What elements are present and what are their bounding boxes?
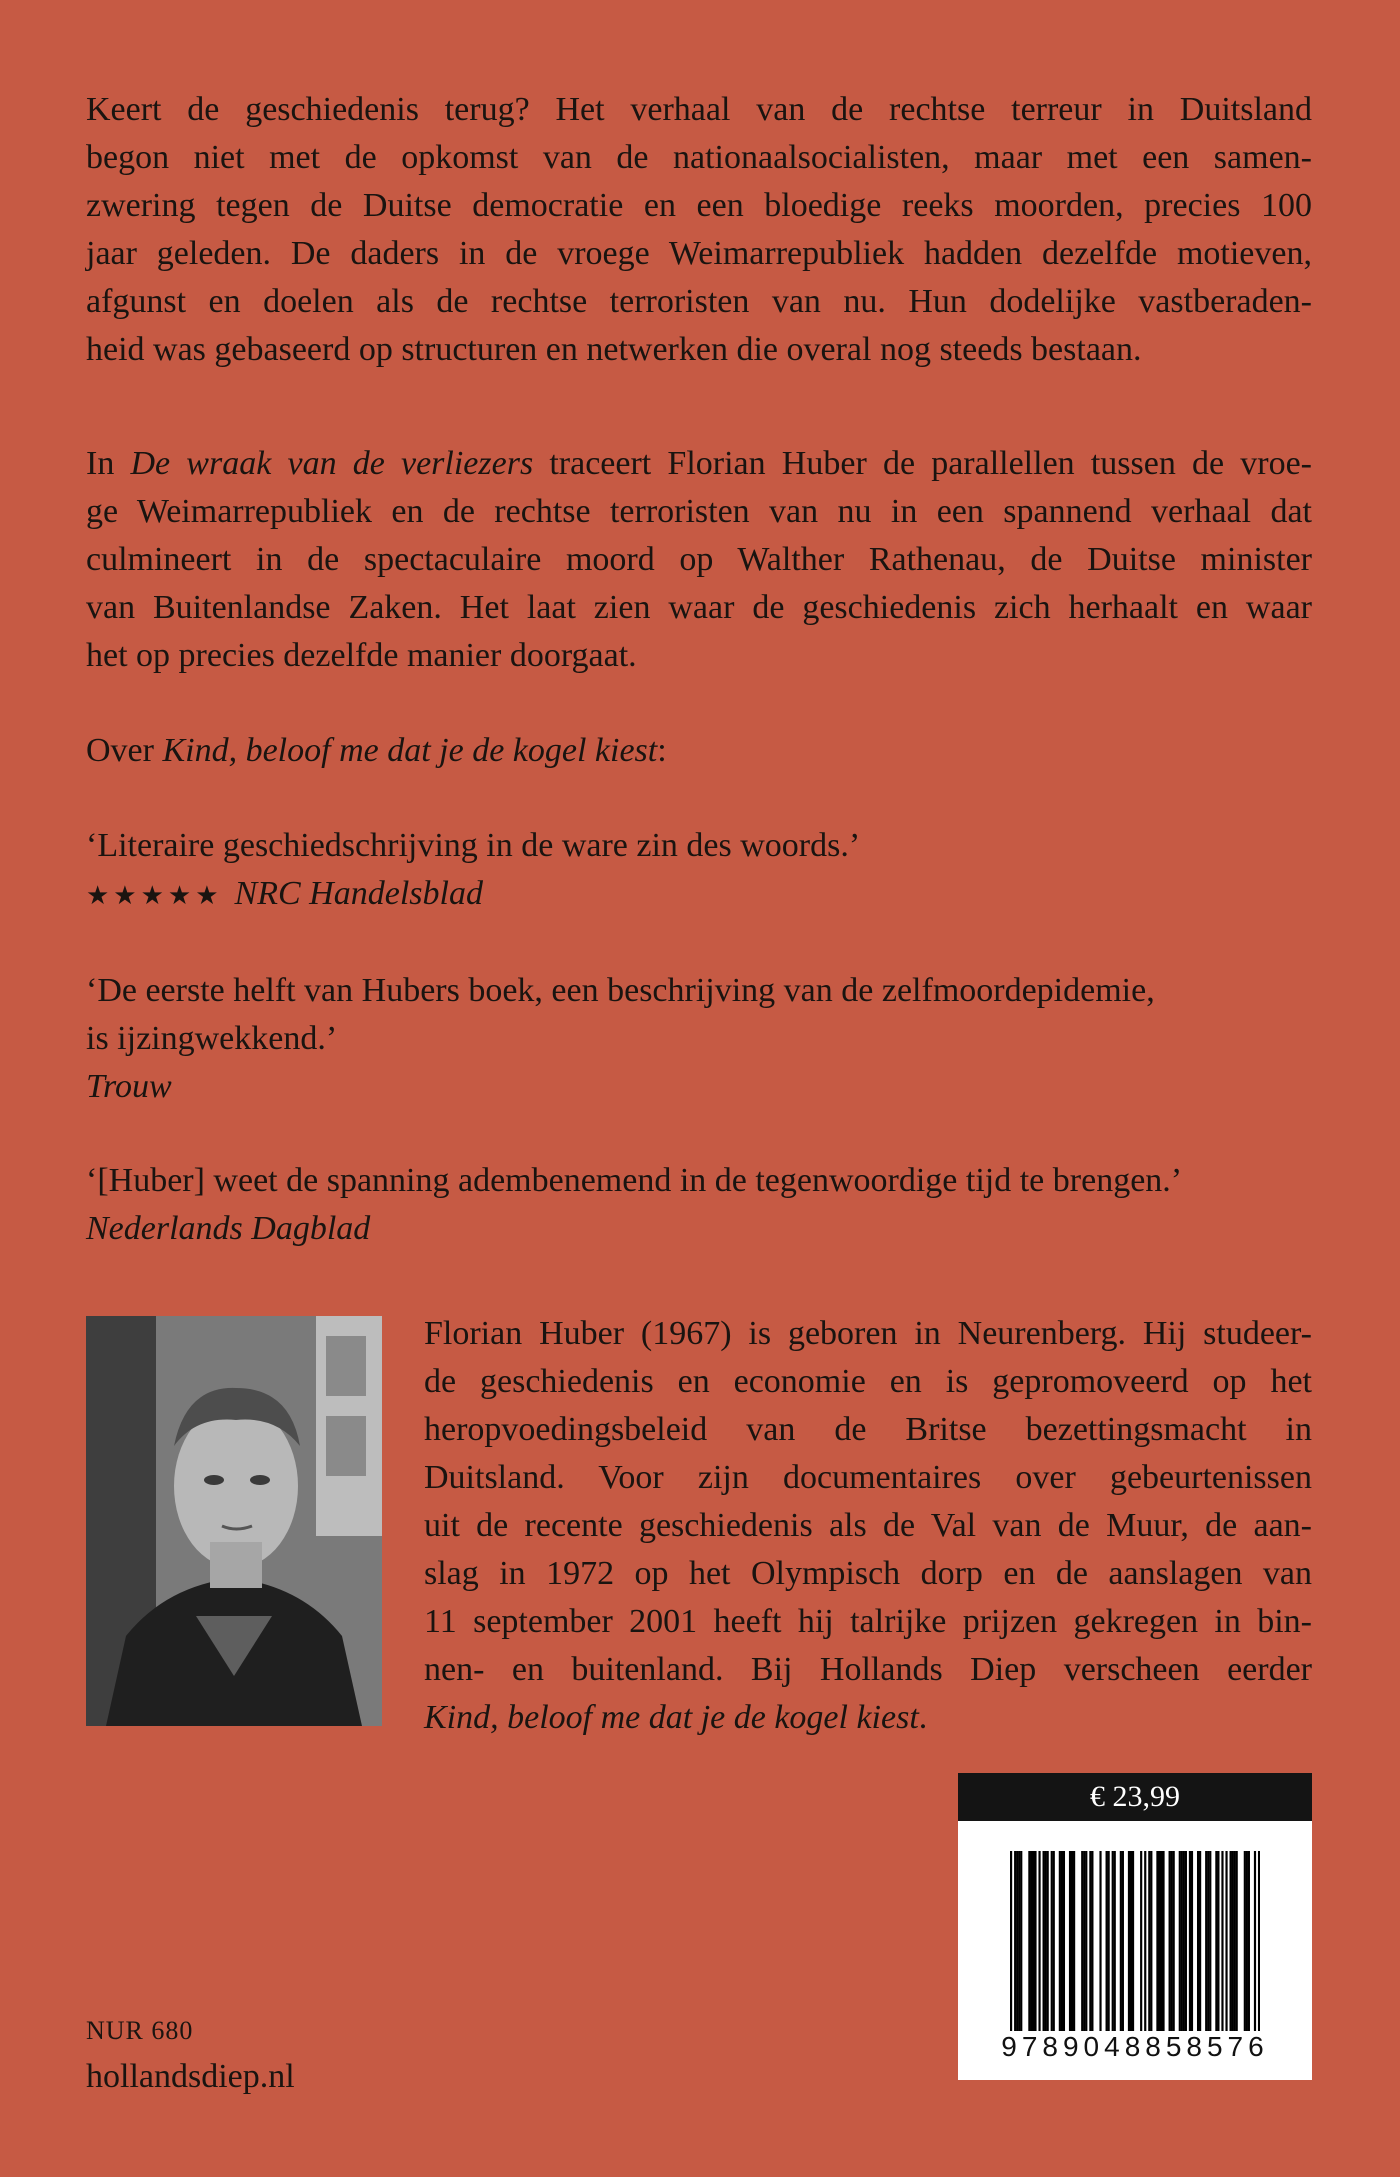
bio-line: uit de recente geschiedenis als de Val van de Muur, de aan-: [424, 1507, 1312, 1544]
barcode-bar: [1010, 1851, 1012, 2031]
barcode-bar: [1051, 1851, 1053, 2031]
nur-code: NUR 680: [86, 2016, 194, 2045]
bio-line: [424, 1694, 1312, 1742]
barcode-bar: [1150, 1851, 1152, 2031]
barcode-bar: [1085, 1851, 1087, 2031]
review-source: NRC Handelsblad: [234, 875, 483, 912]
intro-line: jaar geleden. De daders in de vroege Weimarrepubliek hadden dezelfde motieven,: [86, 235, 1312, 272]
barcode-bar: [1114, 1851, 1116, 2031]
barcode-bar: [1106, 1851, 1108, 2031]
summary-line: [86, 440, 1312, 488]
barcode-bar: [1081, 1851, 1083, 2031]
barcode-bar: [1059, 1851, 1061, 2031]
barcode-bar: [1043, 1851, 1045, 2031]
barcode-bar: [1171, 1851, 1173, 2031]
review-quote: ‘Literaire geschiedschrijving in de ware zin des woords.’: [86, 827, 861, 864]
author-portrait: [86, 1316, 382, 1726]
barcode-bar: [1140, 1851, 1142, 2031]
barcode-bar: [1128, 1851, 1130, 2031]
summary-line: het op precies dezelfde manier doorgaat.: [86, 637, 637, 674]
barcode-bar: [1120, 1851, 1122, 2031]
barcode-bar: [1069, 1851, 1071, 2031]
barcode-bar: [1014, 1851, 1016, 2031]
review: [86, 1157, 1182, 1253]
barcode-icon: [1010, 1851, 1260, 2031]
summary-suffix: traceert Florian Huber de parallellen tussen de vroe-: [533, 445, 1312, 482]
barcode-bar: [1034, 1851, 1036, 2031]
intro-line: Keert de geschiedenis terug? Het verhaal van de rechtse terreur in Duitsland: [86, 91, 1312, 128]
barcode-bar: [1032, 1851, 1034, 2031]
author-bio: [424, 1310, 1312, 1742]
barcode-bar: [1169, 1851, 1171, 2031]
bio-line: 11 september 2001 heeft hij talrijke prijzen gekregen in bin-: [424, 1603, 1312, 1640]
intro-line: begon niet met de opkomst van de nationaalsocialisten, maar met een samen-: [86, 139, 1312, 176]
barcode-bar: [1236, 1851, 1238, 2031]
barcode-bar: [1232, 1851, 1234, 2031]
barcode-bar: [1207, 1851, 1209, 2031]
barcode-bar: [1217, 1851, 1219, 2031]
barcode-bar: [1185, 1851, 1187, 2031]
barcode-bar: [1132, 1851, 1134, 2031]
barcode-bar: [1063, 1851, 1065, 2031]
barcode-bar: [1156, 1851, 1158, 2031]
barcode-bar: [1047, 1851, 1049, 2031]
reviews-heading-prefix: Over: [86, 732, 163, 769]
review-source-line: [86, 870, 860, 920]
barcode-bar: [1016, 1851, 1018, 2031]
review-source: Nederlands Dagblad: [86, 1210, 371, 1247]
bio-line: nen- en buitenland. Bij Hollands Diep verscheen eerder: [424, 1651, 1312, 1688]
bio-book-title: Kind, beloof me dat je de kogel kiest: [424, 1699, 919, 1736]
barcode-bar: [1089, 1851, 1091, 2031]
previous-book-title: Kind, beloof me dat je de kogel kiest: [162, 732, 658, 769]
barcode-bar: [1181, 1851, 1183, 2031]
barcode-bar: [1028, 1851, 1030, 2031]
barcode-bar: [1108, 1851, 1110, 2031]
bio-line: heropvoedingsbeleid van de Britse bezettingsmacht in: [424, 1411, 1312, 1448]
price-label: € 23,99: [958, 1773, 1312, 1821]
barcode-bar: [1215, 1851, 1217, 2031]
review-quote: ‘[Huber] weet de spanning adembenemend in de tegenwoordige tijd te brengen.’: [86, 1162, 1183, 1199]
barcode-bar: [1083, 1851, 1085, 2031]
summary-paragraph: [86, 440, 1312, 680]
barcode-bar: [1160, 1851, 1162, 2031]
barcode-bar: [1221, 1851, 1223, 2031]
intro-line: heid was gebaseerd op structuren en netwerken die overal nog steeds bestaan.: [86, 331, 1142, 368]
barcode-bar: [1158, 1851, 1160, 2031]
summary-line: ge Weimarrepubliek en de rechtse terroristen van nu in een spannend verhaal dat: [86, 493, 1312, 530]
review-quote: ‘De eerste helft van Hubers boek, een beschrijving van de zelfmoordepidemie,: [86, 972, 1155, 1009]
summary-line: van Buitenlandse Zaken. Het laat zien waar de geschiedenis zich herhaalt en waar: [86, 589, 1312, 626]
intro-paragraph: [86, 86, 1312, 374]
bio-line: de geschiedenis en economie en is gepromoveerd op het: [424, 1363, 1312, 1400]
barcode-bar: [1205, 1851, 1207, 2031]
intro-line: afgunst en doelen als de rechtse terroristen van nu. Hun dodelijke vastberaden-: [86, 283, 1312, 320]
barcode-bar: [1053, 1851, 1055, 2031]
reviews-heading: [86, 727, 667, 775]
barcode-bar: [1173, 1851, 1175, 2031]
barcode-bar: [1189, 1851, 1191, 2031]
barcode-bar: [1099, 1851, 1101, 2031]
barcode-bar: [1071, 1851, 1073, 2031]
review: [86, 822, 860, 920]
barcode-bar: [1020, 1851, 1022, 2031]
barcode-bar: [1230, 1851, 1232, 2031]
barcode-bar: [1018, 1851, 1020, 2031]
barcode-bar: [1130, 1851, 1132, 2031]
review-source: Trouw: [86, 1068, 172, 1105]
barcode-bar: [1112, 1851, 1114, 2031]
barcode-bar: [1191, 1851, 1193, 2031]
reviews-heading-suffix: :: [657, 732, 667, 769]
barcode-bar: [1073, 1851, 1075, 2031]
bio-suffix: .: [918, 1699, 928, 1736]
isbn-number: 9789048858576: [1001, 2031, 1269, 2062]
barcode-bar: [1254, 1851, 1256, 2031]
barcode-bar: [1225, 1851, 1227, 2031]
barcode-bar: [1144, 1851, 1146, 2031]
barcode-bar: [1122, 1851, 1124, 2031]
barcode-bar: [1162, 1851, 1164, 2031]
barcode-bar: [1244, 1851, 1246, 2031]
barcode-bar: [1197, 1851, 1199, 2031]
bio-line: slag in 1972 op het Olympisch dorp en de aanslagen van: [424, 1555, 1312, 1592]
bio-line: Florian Huber (1967) is geboren in Neurenberg. Hij studeer-: [424, 1315, 1312, 1352]
bio-line: Duitsland. Voor zijn documentaires over gebeurtenissen: [424, 1459, 1312, 1496]
barcode-bar: [1248, 1851, 1250, 2031]
barcode-bar: [1045, 1851, 1047, 2031]
barcode-bar: [1258, 1851, 1260, 2031]
summary-prefix: In: [86, 445, 131, 482]
intro-line: zwering tegen de Duitse democratie en een bloedige reeks moorden, precies 100: [86, 187, 1312, 224]
barcode-bar: [1030, 1851, 1032, 2031]
barcode-box: [958, 1773, 1312, 2080]
summary-line: culmineert in de spectaculaire moord op Walther Rathenau, de Duitse minister: [86, 541, 1312, 578]
review-quote: is ijzingwekkend.’: [86, 1020, 338, 1057]
barcode-bar: [1061, 1851, 1063, 2031]
barcode-bar: [1199, 1851, 1201, 2031]
review: [86, 967, 1155, 1111]
barcode-bar: [1148, 1851, 1150, 2031]
book-title: De wraak van de verliezers: [130, 445, 534, 482]
publisher-website: hollandsdiep.nl: [86, 2058, 295, 2095]
barcode-bar: [1209, 1851, 1211, 2031]
barcode-bar: [1091, 1851, 1093, 2031]
barcode-bar: [1183, 1851, 1185, 2031]
barcode-bar: [1246, 1851, 1248, 2031]
author-photo: [86, 1316, 382, 1726]
star-icon: ★★★★★: [86, 881, 223, 910]
barcode-bar: [1179, 1851, 1181, 2031]
barcode-bar: [1038, 1851, 1040, 2031]
barcode-bar: [1234, 1851, 1236, 2031]
